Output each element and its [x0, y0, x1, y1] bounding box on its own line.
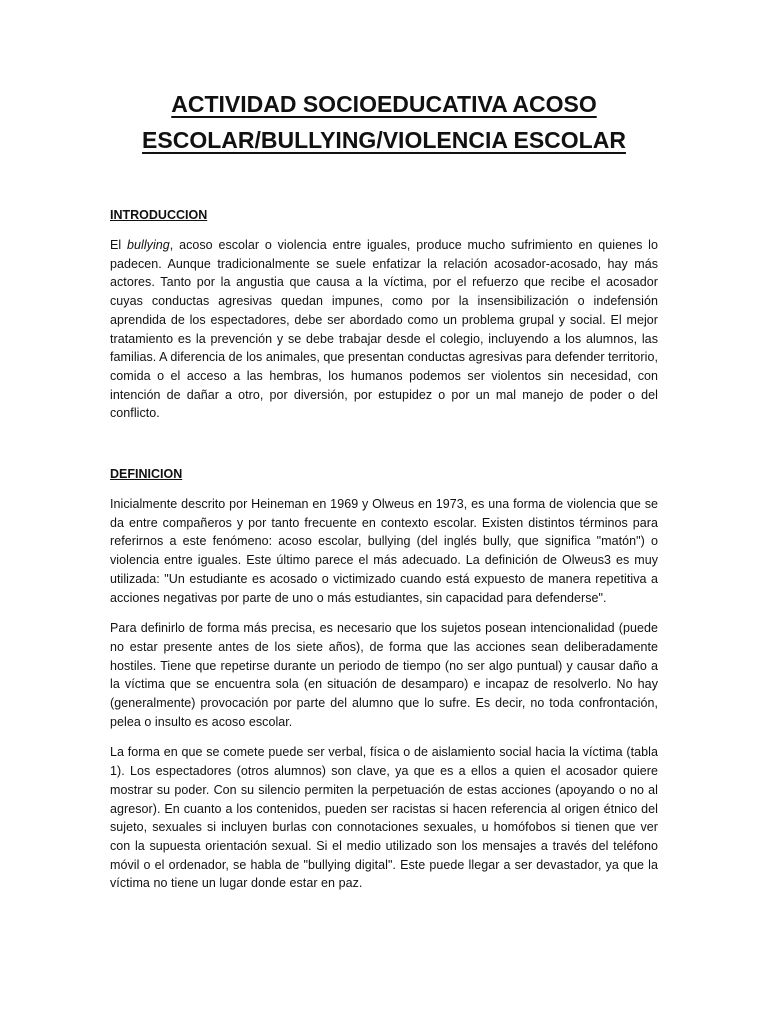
- intro-paragraph-italic-term: bullying: [126, 238, 170, 252]
- definition-paragraph-2: Para definirlo de forma más precisa, es necesario que los sujetos posean intencionalidad (puede no estar presente antes de los siete años), de forma que las acciones sean deliberadamente hostiles. Tiene que repetirse durante un periodo de tiempo (no ser algo puntual) y causar daño a la víctima que se encuentra sola (en situación de desamparo) e incapaz de resolverlo. No hay (generalmente) provocación por parte del alumno que lo sufre. Es decir, no toda confrontación, pelea o insulto es acoso escolar.: [110, 621, 658, 729]
- document-title-line-2: ESCOLAR/BULLYING/VIOLENCIA ESCOLAR: [142, 127, 626, 153]
- document-title: [110, 86, 658, 158]
- definition-paragraph-1: Inicialmente descrito por Heineman en 1969 y Olweus en 1973, es una forma de violencia que se da entre compañeros y por tanto frecuente en contexto escolar. Existen distintos términos para referirnos a este fenómeno: acoso escolar, bullying (del inglés bully, que significa "matón") o violencia entre iguales. Este último parece el más adecuado. La definición de Olweus3 es muy utilizada: "Un estudiante es acosado o victimizado cuando está expuesto de manera repetitiva a acciones negativas por parte de uno o más estudiantes, sin capacidad para defenderse".: [110, 497, 658, 605]
- section-heading-introduccion: INTRODUCCION: [110, 208, 208, 222]
- definition-paragraph-3: La forma en que se comete puede ser verbal, física o de aislamiento social hacia la víctima (tabla 1). Los espectadores (otros alumnos) son clave, ya que es a ellos a quien el acosador quiere mostrar su poder. Con su silencio permiten la perpetuación de estas acciones (apoyando o no al agresor). En cuanto a los contenidos, pueden ser racistas si hacen referencia al origen étnico del sujeto, sexuales si incluyen burlas con connotaciones sexuales, u homófobos si tienen que ver con la supuesta orientación sexual. Si el medio utilizado son los mensajes a través del teléfono móvil o el ordenador, se habla de "bullying digital". Este puede llegar a ser devastador, ya que la víctima no tiene un lugar donde estar en paz.: [110, 745, 658, 891]
- intro-paragraph-lead: El: [110, 238, 127, 252]
- section-heading-definicion: DEFINICION: [110, 467, 183, 482]
- section-spacer: [110, 435, 658, 465]
- document-title-line-1: ACTIVIDAD SOCIOEDUCATIVA ACOSO: [171, 91, 597, 117]
- intro-paragraph-body: , acoso escolar o violencia entre iguales, produce mucho sufrimiento en quienes lo padecen. Aunque tradicionalmente se suele enfatizar la relación acosador-acosado, hay más actores. Tanto por la angustia que causa a la víctima, por el refuerzo que recibe el acosador cuyas conductas agresivas quedan impunes, como por la insensibilización o indefensión aprendida de los espectadores, debe ser abordado como un problema grupal y social. El mejor tratamiento es la prevención y se debe trabajar desde el colegio, incluyendo a los alumnos, las familias. A diferencia de los animales, que presentan conductas agresivas para defender territorio, comida o el acceso a las hembras, los humanos podemos ser violentos sin necesidad, con intención de dañar a otro, por diversión, por estupidez o por un mal manejo de poder o del conflicto.: [110, 238, 658, 421]
- intro-paragraph: [110, 236, 658, 423]
